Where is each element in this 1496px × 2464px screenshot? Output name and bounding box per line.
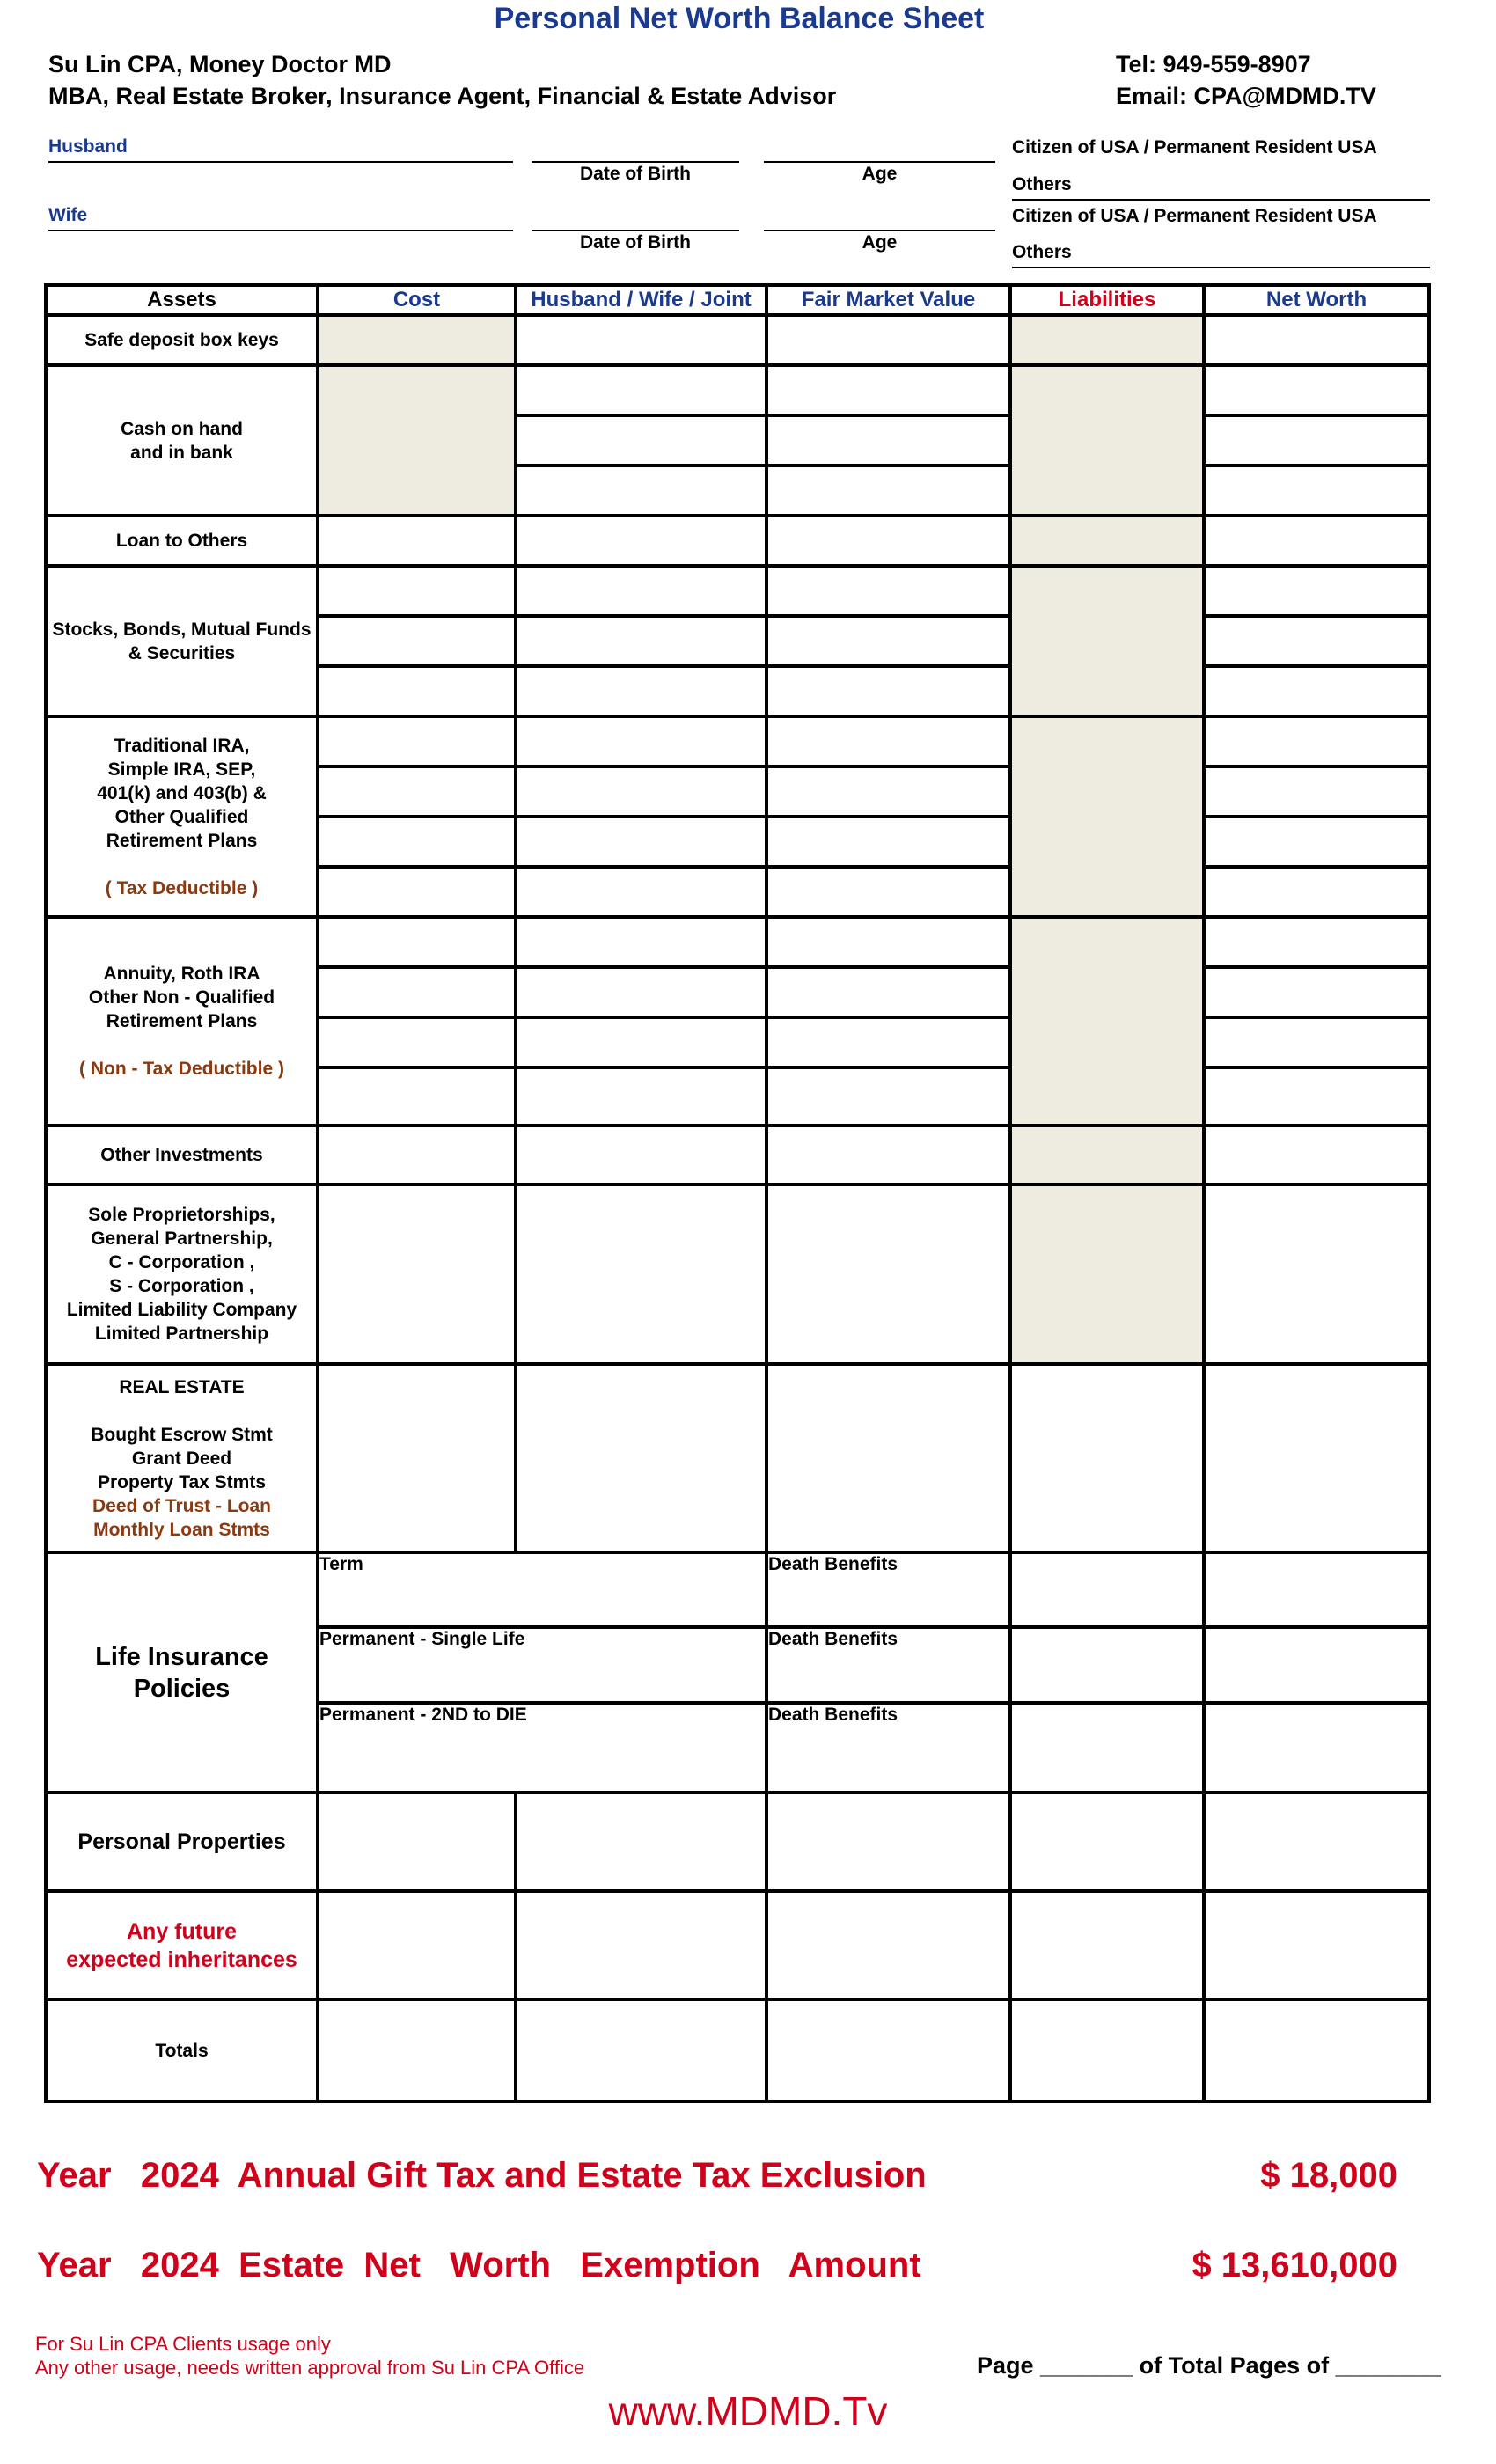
cell-cost[interactable]: [318, 1017, 516, 1067]
wife-others-label: Others: [1012, 242, 1072, 262]
cell-net-worth[interactable]: [1204, 917, 1429, 967]
cell-cost[interactable]: [318, 967, 516, 1017]
cell-net-worth[interactable]: [1204, 1627, 1429, 1703]
total-liabilities[interactable]: [1010, 1999, 1204, 2101]
cell-cost[interactable]: [318, 666, 516, 716]
real-estate-text-3: Grant Deed: [131, 1448, 232, 1469]
real-estate-text-2: Bought Escrow Stmt: [91, 1424, 273, 1445]
real-estate-text-6: Monthly Loan Stmts: [93, 1519, 270, 1540]
other-investments-label: [46, 1126, 318, 1184]
row-personal-properties: [46, 1793, 1429, 1891]
cell-cost[interactable]: [318, 766, 516, 817]
estate-exemption-text: Year 2024 Estate Net Worth Exemption Amount: [37, 2246, 921, 2284]
safe-deposit-label: [46, 315, 318, 365]
cell-ownership[interactable]: [516, 1891, 766, 1999]
cell-liabilities[interactable]: [1010, 1627, 1204, 1703]
husband-dob-label: Date of Birth: [580, 164, 691, 184]
totals-text: Totals: [155, 2040, 209, 2061]
cell-liabilities-shaded: [1010, 716, 1204, 917]
cell-net-worth[interactable]: [1204, 516, 1429, 566]
business-label: [46, 1184, 318, 1364]
cell-liabilities[interactable]: [1010, 1703, 1204, 1793]
cell-fmv[interactable]: [766, 415, 1010, 466]
ira-text-5: Retirement Plans: [106, 830, 258, 851]
cell-net-worth[interactable]: [1204, 415, 1429, 466]
husband-age-field[interactable]: [764, 136, 995, 163]
ira-text-2: Simple IRA, SEP,: [107, 759, 256, 780]
cell-net-worth[interactable]: [1204, 1891, 1429, 1999]
wife-field[interactable]: [48, 205, 513, 231]
cell-fmv[interactable]: [766, 917, 1010, 967]
usage-note-1: For Su Lin CPA Clients usage only: [35, 2333, 331, 2355]
cell-ownership[interactable]: [516, 415, 766, 466]
cell-fmv[interactable]: [766, 616, 1010, 666]
cell-net-worth[interactable]: [1204, 1126, 1429, 1184]
row-cash: [46, 365, 1429, 415]
cell-fmv[interactable]: [766, 1126, 1010, 1184]
husband-label: Husband: [48, 136, 128, 157]
wife-dob-field[interactable]: [532, 205, 739, 231]
cell-net-worth[interactable]: [1204, 867, 1429, 917]
real-estate-text-5: Deed of Trust - Loan: [92, 1495, 271, 1516]
real-estate-label: [46, 1364, 318, 1552]
cell-net-worth[interactable]: [1204, 365, 1429, 415]
cell-cost[interactable]: [318, 917, 516, 967]
cell-cost[interactable]: [318, 1891, 516, 1999]
cash-text-2: and in bank: [130, 442, 233, 463]
inheritances-label: [46, 1891, 318, 1999]
cell-cost-shaded: [318, 315, 516, 365]
cell-ownership[interactable]: [516, 1017, 766, 1067]
cell-liabilities-shaded: [1010, 1126, 1204, 1184]
real-estate-text-4: Property Tax Stmts: [98, 1471, 266, 1492]
row-annuity: [46, 917, 1429, 967]
business-text-2: General Partnership,: [91, 1228, 273, 1249]
cell-fmv[interactable]: [766, 1364, 1010, 1552]
col-ownership: Husband / Wife / Joint: [516, 285, 766, 315]
loan-text: Loan to Others: [115, 531, 248, 551]
cell-net-worth[interactable]: [1204, 1364, 1429, 1552]
gift-tax-exclusion-amount: $ 18,000: [1260, 2156, 1397, 2195]
preparer-name: Su Lin CPA, Money Doctor MD: [48, 51, 392, 77]
preparer-credentials: MBA, Real Estate Broker, Insurance Agent, Financial & Estate Advisor: [48, 83, 837, 109]
personal-properties-text: Personal Properties: [77, 1829, 286, 1854]
estate-exemption-amount: $ 13,610,000: [1192, 2246, 1397, 2284]
cell-net-worth[interactable]: [1204, 1184, 1429, 1364]
business-text-4: S - Corporation ,: [109, 1276, 254, 1296]
row-business: [46, 1184, 1429, 1364]
cell-ownership[interactable]: [516, 516, 766, 566]
row-ira: [46, 716, 1429, 766]
cell-ownership[interactable]: [516, 867, 766, 917]
header-row: [46, 285, 1429, 315]
cell-ownership[interactable]: [516, 315, 766, 365]
cell-liabilities[interactable]: [1010, 1793, 1204, 1891]
col-assets: Assets: [46, 285, 318, 315]
annuity-text-1: Annuity, Roth IRA: [103, 964, 260, 984]
cell-liabilities-shaded: [1010, 1184, 1204, 1364]
cell-net-worth[interactable]: [1204, 616, 1429, 666]
row-stocks: [46, 566, 1429, 616]
wife-dob-label: Date of Birth: [580, 232, 691, 253]
cell-ownership[interactable]: [516, 967, 766, 1017]
email: Email: CPA@MDMD.TV: [1116, 83, 1376, 109]
cell-net-worth[interactable]: [1204, 1552, 1429, 1627]
wife-age-label: Age: [862, 232, 898, 253]
row-loan: [46, 516, 1429, 566]
cell-cost[interactable]: [318, 1067, 516, 1126]
cell-liabilities-shaded: [1010, 315, 1204, 365]
website-link[interactable]: www.MDMD.Tv: [608, 2388, 888, 2434]
col-fair-market-value: Fair Market Value: [766, 285, 1010, 315]
page-count-line[interactable]: Page _______ of Total Pages of ________: [977, 2352, 1441, 2379]
term-label: Term: [319, 1554, 363, 1574]
cash-text-1: Cash on hand: [121, 418, 243, 439]
husband-field[interactable]: [48, 136, 513, 163]
life-insurance-text-2: Policies: [133, 1674, 231, 1703]
wife-others-field[interactable]: [1012, 242, 1430, 268]
stocks-text-2: & Securities: [128, 642, 236, 664]
husband-others-field[interactable]: [1012, 174, 1430, 201]
life-insurance-text-1: Life Insurance: [95, 1642, 268, 1671]
row-inheritances: [46, 1891, 1429, 1999]
cell-liabilities-shaded: [1010, 365, 1204, 516]
cell-net-worth[interactable]: [1204, 466, 1429, 516]
cell-cost[interactable]: [318, 516, 516, 566]
permanent-2nd-cell[interactable]: [318, 1703, 766, 1793]
cell-cost[interactable]: [318, 817, 516, 867]
cell-liabilities-shaded: [1010, 566, 1204, 716]
row-totals: [46, 1999, 1429, 2101]
cell-ownership[interactable]: [516, 1793, 766, 1891]
cell-ownership[interactable]: [516, 1126, 766, 1184]
cell-net-worth[interactable]: [1204, 1017, 1429, 1067]
cell-fmv[interactable]: [766, 666, 1010, 716]
cell-net-worth[interactable]: [1204, 766, 1429, 817]
permanent-single-label: Permanent - Single Life: [319, 1629, 525, 1649]
cell-net-worth[interactable]: [1204, 666, 1429, 716]
cell-fmv[interactable]: [766, 516, 1010, 566]
death-benefits-cell[interactable]: [766, 1552, 1010, 1627]
annuity-tax-note: ( Non - Tax Deductible ): [79, 1059, 284, 1079]
cell-ownership[interactable]: [516, 817, 766, 867]
business-text-6: Limited Partnership: [94, 1324, 269, 1344]
telephone: Tel: 949-559-8907: [1116, 51, 1311, 77]
cell-fmv[interactable]: [766, 967, 1010, 1017]
personal-properties-label: [46, 1793, 318, 1891]
cell-fmv[interactable]: [766, 1067, 1010, 1126]
ira-text-3: 401(k) and 403(b) &: [97, 782, 267, 803]
cell-cost[interactable]: [318, 716, 516, 766]
stocks-text-1: Stocks, Bonds, Mutual Funds: [52, 619, 312, 640]
cell-ownership[interactable]: [516, 766, 766, 817]
wife-age-field[interactable]: [764, 205, 995, 231]
safe-deposit-text: Safe deposit box keys: [84, 330, 279, 350]
cell-fmv[interactable]: [766, 1793, 1010, 1891]
cell-fmv[interactable]: [766, 817, 1010, 867]
husband-age-label: Age: [862, 164, 898, 184]
cell-fmv[interactable]: [766, 867, 1010, 917]
wife-label: Wife: [48, 205, 88, 225]
total-fmv[interactable]: [766, 1999, 1010, 2101]
cell-cost-shaded: [318, 365, 516, 516]
row-life-insurance: [46, 1552, 1429, 1627]
cell-cost[interactable]: [318, 616, 516, 666]
inheritances-text-1: Any future: [127, 1918, 237, 1944]
cell-net-worth[interactable]: [1204, 716, 1429, 766]
balance-sheet-table: [44, 283, 1431, 2103]
wife-citizenship[interactable]: Citizen of USA / Permanent Resident USA: [1012, 206, 1377, 226]
cell-cost[interactable]: [318, 1184, 516, 1364]
cell-liabilities[interactable]: [1010, 1552, 1204, 1627]
col-liabilities: Liabilities: [1010, 285, 1204, 315]
total-net-worth[interactable]: [1204, 1999, 1429, 2101]
cell-ownership[interactable]: [516, 1184, 766, 1364]
cell-net-worth[interactable]: [1204, 315, 1429, 365]
page-title: Personal Net Worth Balance Sheet: [494, 2, 985, 35]
life-insurance-label: [46, 1552, 318, 1793]
cell-liabilities-shaded: [1010, 516, 1204, 566]
col-net-worth: Net Worth: [1204, 285, 1429, 315]
cell-fmv[interactable]: [766, 716, 1010, 766]
cell-fmv[interactable]: [766, 315, 1010, 365]
cell-cost[interactable]: [318, 566, 516, 616]
row-real-estate: [46, 1364, 1429, 1552]
row-other-investments: [46, 1126, 1429, 1184]
cell-fmv[interactable]: [766, 466, 1010, 516]
death-benefits-label: Death Benefits: [768, 1629, 898, 1649]
stocks-label: [46, 566, 318, 716]
cell-cost[interactable]: [318, 1793, 516, 1891]
cell-ownership[interactable]: [516, 616, 766, 666]
death-benefits-label: Death Benefits: [768, 1554, 898, 1574]
loan-label: [46, 516, 318, 566]
cell-fmv[interactable]: [766, 365, 1010, 415]
cell-ownership[interactable]: [516, 716, 766, 766]
real-estate-heading: REAL ESTATE: [119, 1376, 245, 1397]
cell-ownership[interactable]: [516, 466, 766, 516]
row-safe-deposit: [46, 315, 1429, 365]
cell-net-worth[interactable]: [1204, 1067, 1429, 1126]
ira-tax-note: ( Tax Deductible ): [105, 877, 259, 898]
cell-liabilities[interactable]: [1010, 1364, 1204, 1552]
cell-liabilities-shaded: [1010, 917, 1204, 1126]
death-benefits-cell[interactable]: [766, 1627, 1010, 1703]
cell-cost[interactable]: [318, 1364, 516, 1552]
usage-note-2: Any other usage, needs written approval from Su Lin CPA Office: [35, 2357, 585, 2379]
gift-tax-exclusion-text: Year 2024 Annual Gift Tax and Estate Tax Exclusion: [37, 2156, 927, 2195]
ira-text-1: Traditional IRA,: [114, 735, 250, 756]
permanent-2nd-label: Permanent - 2ND to DIE: [319, 1705, 527, 1725]
total-ownership[interactable]: [516, 1999, 766, 2101]
cell-ownership[interactable]: [516, 566, 766, 616]
husband-citizenship[interactable]: Citizen of USA / Permanent Resident USA: [1012, 137, 1377, 158]
cell-net-worth[interactable]: [1204, 1793, 1429, 1891]
cell-fmv[interactable]: [766, 1017, 1010, 1067]
husband-dob-field[interactable]: [532, 136, 739, 163]
cell-cost[interactable]: [318, 1126, 516, 1184]
cell-fmv[interactable]: [766, 766, 1010, 817]
business-text-5: Limited Liability Company: [66, 1300, 297, 1320]
permanent-single-cell[interactable]: [318, 1627, 766, 1703]
annuity-text-2: Other Non - Qualified: [88, 987, 275, 1008]
cell-net-worth[interactable]: [1204, 967, 1429, 1017]
totals-label: [46, 1999, 318, 2101]
cell-net-worth[interactable]: [1204, 817, 1429, 867]
cell-fmv[interactable]: [766, 1891, 1010, 1999]
cash-label: [46, 365, 318, 516]
cell-ownership[interactable]: [516, 1364, 766, 1552]
cell-fmv[interactable]: [766, 566, 1010, 616]
col-cost: Cost: [318, 285, 516, 315]
cell-net-worth[interactable]: [1204, 566, 1429, 616]
inheritances-text-2: expected inheritances: [66, 1947, 297, 1972]
cell-ownership[interactable]: [516, 1067, 766, 1126]
cell-ownership[interactable]: [516, 917, 766, 967]
cell-net-worth[interactable]: [1204, 1703, 1429, 1793]
death-benefits-cell[interactable]: [766, 1703, 1010, 1793]
cell-ownership[interactable]: [516, 666, 766, 716]
total-cost[interactable]: [318, 1999, 516, 2101]
cell-cost[interactable]: [318, 867, 516, 917]
annuity-text-3: Retirement Plans: [106, 1011, 258, 1031]
husband-others-label: Others: [1012, 174, 1072, 194]
death-benefits-label: Death Benefits: [768, 1705, 898, 1725]
cell-ownership[interactable]: [516, 365, 766, 415]
annuity-label: [46, 917, 318, 1126]
business-text-1: Sole Proprietorships,: [88, 1205, 275, 1225]
term-policy-cell[interactable]: [318, 1552, 766, 1627]
cell-fmv[interactable]: [766, 1184, 1010, 1364]
ira-text-4: Other Qualified: [114, 806, 249, 827]
business-text-3: C - Corporation ,: [108, 1252, 255, 1272]
cell-liabilities[interactable]: [1010, 1891, 1204, 1999]
other-investments-text: Other Investments: [100, 1145, 263, 1165]
ira-label: [46, 716, 318, 917]
